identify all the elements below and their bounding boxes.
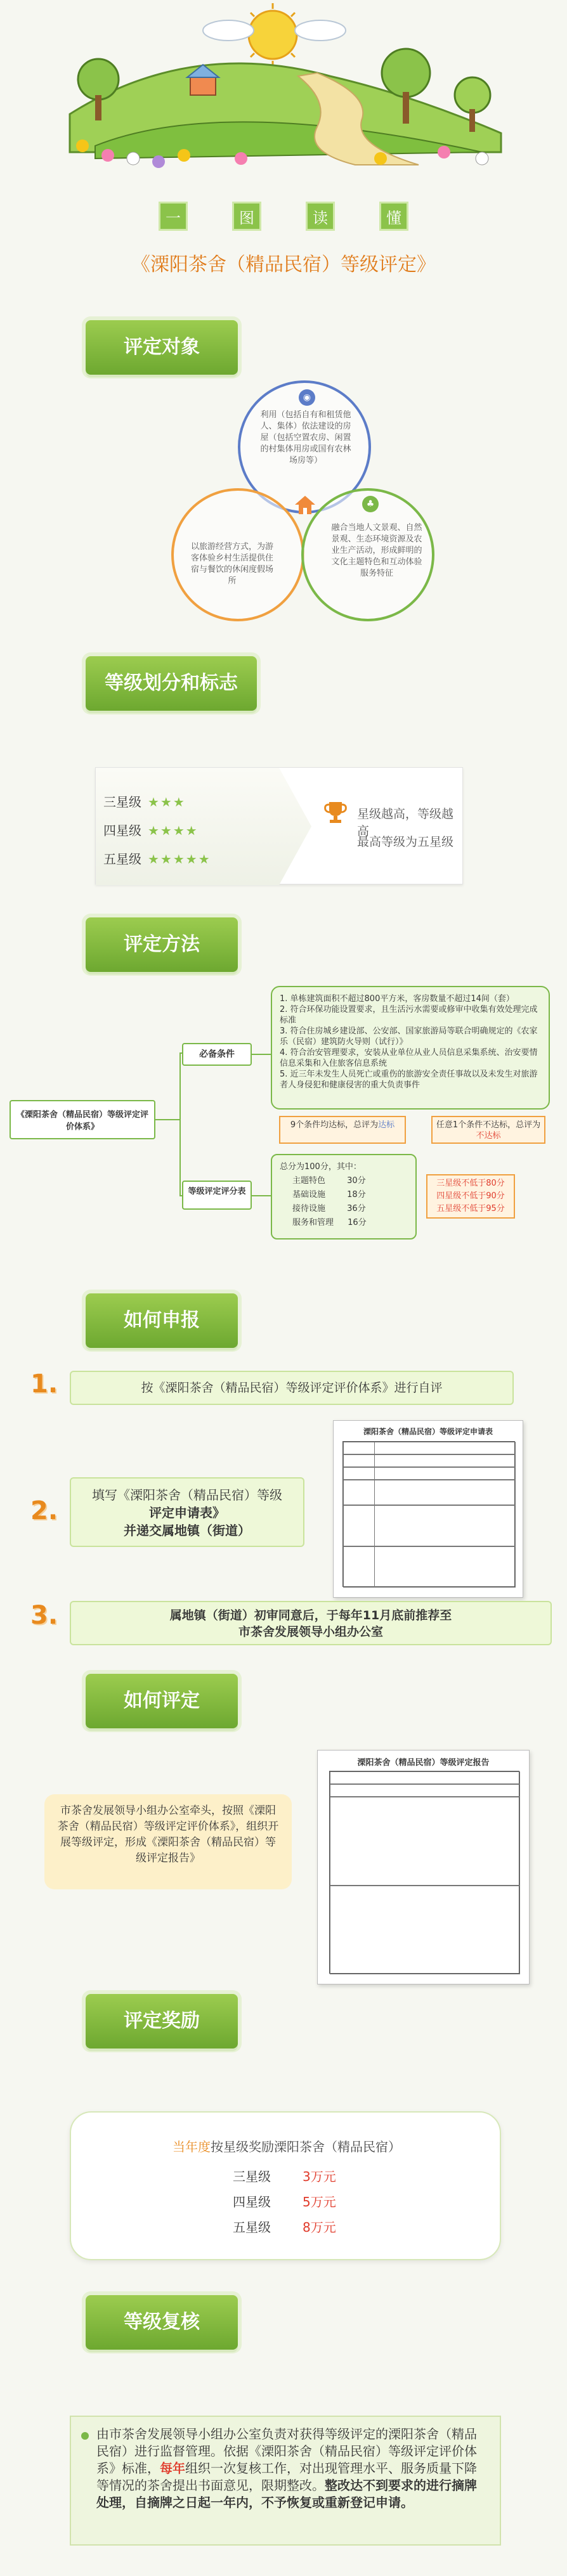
threshold-box [426, 1174, 515, 1219]
hero-illustration [0, 0, 567, 178]
title-banner [0, 202, 567, 231]
must-condition-box [271, 986, 550, 1110]
section-header-apply: 如何申报 [86, 1293, 238, 1348]
venn-circle-culture [301, 488, 434, 621]
house-icon [294, 493, 316, 516]
reward-row [233, 2192, 336, 2210]
score-table-label: 等级评定评分表 [182, 1181, 252, 1210]
step2-line: 并递交属地镇（街道） [124, 1523, 251, 1538]
apply-step-3 [70, 1601, 552, 1645]
threshold-item: 五星级不低于95分 [436, 1204, 505, 1214]
step2-line: 评定申请表》 [149, 1505, 225, 1520]
reward-panel [70, 2111, 501, 2260]
report-row [330, 1797, 520, 1886]
grade-label: 五星级 [103, 851, 141, 867]
fail-text: 任意1个条件不达标，总评为 [436, 1120, 541, 1130]
must-condition-label: 必备条件 [182, 1043, 252, 1066]
apply-step-2 [70, 1477, 304, 1547]
pass-word: 达标 [378, 1120, 395, 1130]
score-name: 主题特色 [292, 1176, 326, 1186]
step-number: 2. [30, 1496, 58, 1525]
page-subtitle: 《溧阳茶舍（精品民宿）等级评定》 [131, 254, 436, 276]
score-name: 服务和管理 [292, 1218, 334, 1227]
reward-title-prefix: 当年度 [173, 2139, 211, 2154]
score-row [280, 1174, 408, 1188]
score-value: 18分 [347, 1190, 366, 1200]
reward-label: 四星级 [233, 2194, 271, 2210]
must-item: 3. 符合住房城乡建设部、公安部、国家旅游局等联合明确规定的《农家乐（民宿）建筑防火导则（试行）》 [280, 1026, 538, 1047]
apply-step-1: 按《溧阳茶舍（精品民宿）等级评定评价体系》进行自评 [70, 1371, 514, 1405]
venn-circle-tourism [171, 488, 304, 621]
bullet-icon [81, 2432, 89, 2440]
grade-row [103, 849, 211, 867]
step3-line: 属地镇（街道）初审同意后，于每年11月底前推荐至 [169, 1608, 452, 1622]
evaluate-note: 市茶舍发展领导小组办公室牵头，按照《溧阳茶舍（精品民宿）等级评定评价体系》，组织开展等级评定，形成《溧阳茶舍（精品民宿）等级评定报告》 [44, 1794, 292, 1889]
reward-row [233, 2166, 336, 2185]
trophy-icon [324, 799, 347, 825]
reward-title [71, 2137, 502, 2155]
grade-note: 最高等级为五星级 [357, 835, 454, 849]
step3-line: 市茶舍发展领导小组办公室 [238, 1625, 383, 1639]
grade-stars: ★★★ [148, 794, 186, 810]
reward-amount: 8万元 [303, 2220, 336, 2235]
section-header-reward: 评定奖励 [86, 1994, 238, 2049]
title-char: 读 [306, 202, 335, 231]
form-table [342, 1441, 515, 1587]
section-header-review: 等级复核 [86, 2295, 238, 2350]
grade-label: 四星级 [103, 823, 141, 838]
pass-result-box [279, 1116, 406, 1144]
application-form-image [333, 1420, 523, 1598]
score-row [280, 1216, 408, 1230]
must-item: 5. 近三年未发生人员死亡或重伤的旅游安全责任事故以及未发生对旅游者人身侵犯和健康侵害的重大负责事件 [280, 1070, 538, 1090]
section-header-method: 评定方法 [86, 917, 238, 972]
review-highlight: 每年 [160, 2461, 185, 2476]
grade-panel [95, 767, 463, 884]
reward-label: 五星级 [233, 2220, 271, 2235]
score-value: 36分 [347, 1204, 366, 1214]
report-row [330, 1886, 520, 1974]
score-value: 30分 [347, 1176, 366, 1186]
review-text: 由市茶舍发展领导小组办公室负责对获得等级评定的溧阳茶舍（精品民宿）进行监督管理。依据《溧阳茶舍（精品民宿）等级评定评价体系》标准， [96, 2426, 477, 2476]
connector-line [179, 1052, 181, 1195]
grade-stars: ★★★★★ [148, 851, 211, 867]
step2-line: 填写《溧阳茶舍（精品民宿）等级 [92, 1487, 282, 1503]
step-number: 1. [30, 1369, 58, 1399]
section-header-objects: 评定对象 [86, 320, 238, 375]
connector-line [252, 1195, 271, 1196]
score-row [280, 1202, 408, 1216]
must-item: 1. 单栋建筑面积不超过800平方米，客房数量不超过14间（套） [280, 994, 514, 1004]
report-table [329, 1771, 519, 1974]
fail-word: 不达标 [476, 1131, 501, 1141]
connector-line [155, 1119, 181, 1120]
score-row [280, 1188, 408, 1202]
report-row [330, 1784, 520, 1797]
evaluation-report-image [317, 1750, 530, 1984]
score-name: 接待设施 [292, 1204, 326, 1214]
grade-row [103, 820, 199, 839]
reward-row [233, 2217, 336, 2236]
grade-stars: ★★★★ [148, 823, 199, 838]
reward-amount: 3万元 [303, 2169, 336, 2184]
score-name: 基础设施 [292, 1190, 326, 1200]
object-text-building: 利用（包括自有和租赁他人、集体）依法建设的房屋（包括空置农房、闲置的村集体用房或国有农林场房等） [260, 410, 351, 465]
must-item: 2. 符合环保功能设置要求，且生活污水需要或修审中收集有效处理完成标准 [280, 1005, 538, 1025]
fail-result-box [431, 1116, 545, 1144]
score-table-box [271, 1154, 417, 1239]
review-text: 组织一次复核工作，对出现管理水平、服务质量下降等情况的茶舍提出书面意见，限期整改。 [96, 2461, 477, 2493]
pass-text: 9个条件均达标，总评为 [290, 1120, 379, 1130]
reward-amount: 5万元 [303, 2194, 336, 2210]
score-total: 总分为100分，其中： [280, 1162, 362, 1172]
form-column [343, 1442, 375, 1588]
threshold-item: 三星级不低于80分 [436, 1179, 505, 1188]
title-char: 图 [232, 202, 261, 231]
object-text-culture: 融合当地人文景观、自然景观、生态环境资源及农业生产活动，形成鲜明的文化主题特色和互动体验服务特征 [331, 523, 422, 578]
grade-note: 星级越高，等级越高 [357, 807, 454, 838]
report-title: 溧阳茶舍（精品民宿）等级评定报告 [357, 1758, 490, 1768]
grade-label: 三星级 [103, 794, 141, 810]
threshold-item: 四星级不低于90分 [436, 1191, 505, 1201]
reward-title-rest: 按星级奖励溧阳茶舍（精品民宿） [211, 2139, 401, 2154]
section-header-evaluate: 如何评定 [86, 1674, 238, 1728]
score-value: 16分 [348, 1218, 367, 1227]
must-item: 4. 符合治安管理要求，安装从业单位从业人员信息采集系统、治安要情信息采集和入住旅客信息系统 [280, 1048, 538, 1068]
title-char: 一 [159, 202, 188, 231]
object-text-tourism: 以旅游经营方式，为游客体验乡村生活提供住宿与餐饮的休闲度假场所 [190, 542, 273, 586]
method-root-box: 《溧阳茶舍（精品民宿）等级评定评价体系》 [10, 1100, 155, 1139]
step-number: 3. [30, 1601, 58, 1630]
review-emphasis: 整改达不到要求的进行摘牌处理，自摘牌之日起一年内，不予恢复或重新登记申请。 [96, 2478, 477, 2510]
section-header-grades: 等级划分和标志 [86, 656, 257, 711]
review-panel [70, 2416, 501, 2546]
title-char: 懂 [379, 202, 408, 231]
globe-icon: ◉ [299, 389, 315, 406]
reward-label: 三星级 [233, 2169, 271, 2184]
form-title: 溧阳茶舍（精品民宿）等级评定申请表 [363, 1427, 493, 1436]
report-row [330, 1771, 520, 1784]
grade-row [103, 792, 186, 810]
connector-line [252, 1054, 271, 1055]
tree-icon: ♣ [362, 496, 379, 512]
